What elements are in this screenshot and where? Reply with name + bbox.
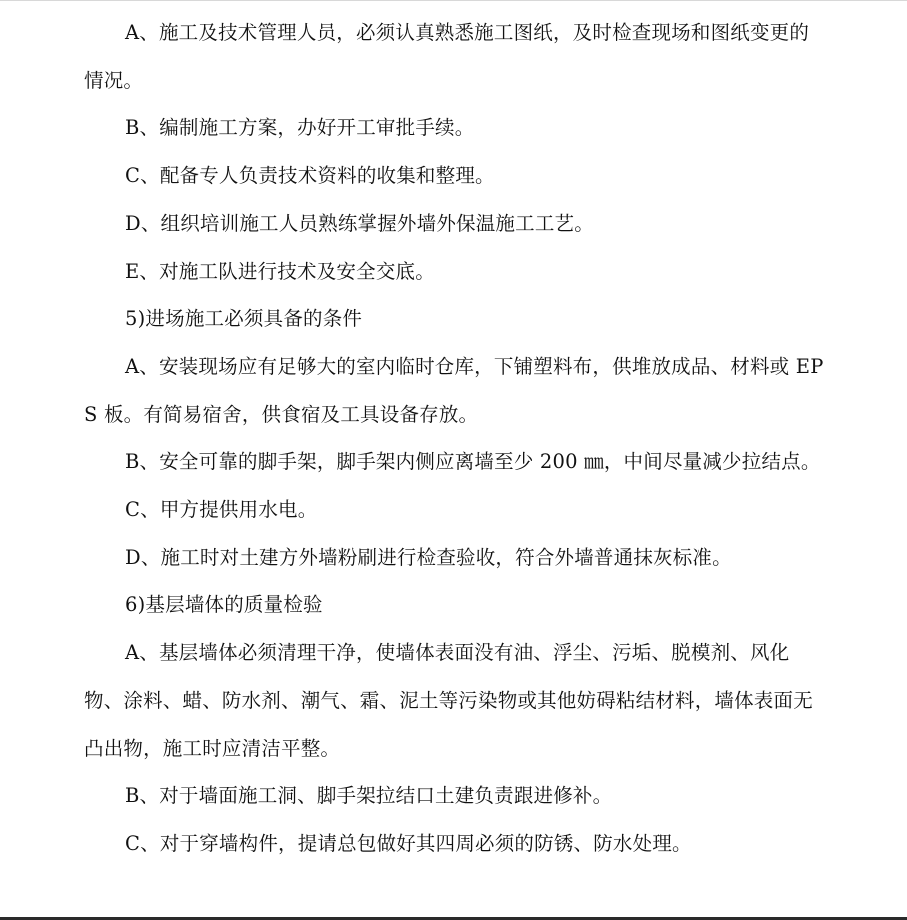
paragraph-b-wall-repair: B、对于墙面施工洞、脚手架拉结口土建负责跟进修补。: [125, 784, 613, 808]
paragraph-c-technical-records: C、配备专人负责技术资料的收集和整理。: [125, 164, 495, 188]
paragraph-a-staff-drawings: A、施工及技术管理人员，必须认真熟悉施工图纸，及时检查现场和图纸变更的情况。: [84, 21, 810, 92]
paragraph-a-wall-cleaning: A、基层墙体必须清理干净，使墙体表面没有油、浮尘、污垢、脱模剂、风化物、涂料、蜡、防水剂、潮气、霜、泥土等污染物或其他妨碍粘结材料，墙体表面无凸出物，施工时应清洁平整。: [84, 641, 813, 760]
document-body: [84, 9, 824, 868]
section-heading-6-wall-inspection: 6)基层墙体的质量检验: [125, 593, 323, 617]
paragraph-b-scaffolding: B、安全可靠的脚手架，脚手架内侧应离墙至少 200 ㎜，中间尽量减少拉结点。: [125, 450, 821, 474]
paragraph-c-water-power: C、甲方提供用水电。: [125, 498, 318, 522]
section-heading-5-site-conditions: 5)进场施工必须具备的条件: [125, 307, 363, 331]
paragraph-a-warehouse-dormitory: A、安装现场应有足够大的室内临时仓库，下铺塑料布，供堆放成品、材料或 EPS 板。有简易宿舍，供食宿及工具设备存放。: [84, 354, 824, 426]
paragraph-e-safety-briefing: E、对施工队进行技术及安全交底。: [125, 259, 435, 283]
paragraph-d-worker-training: D、组织培训施工人员熟练掌握外墙外保温施工工艺。: [125, 211, 594, 235]
paragraph-b-construction-plan: B、编制施工方案，办好开工审批手续。: [125, 116, 475, 140]
paragraph-c-wall-penetrations: C、对于穿墙构件，提请总包做好其四周必须的防锈、防水处理。: [125, 831, 692, 855]
paragraph-d-plaster-inspection: D、施工时对土建方外墙粉刷进行检查验收，符合外墙普通抹灰标准。: [125, 545, 732, 569]
